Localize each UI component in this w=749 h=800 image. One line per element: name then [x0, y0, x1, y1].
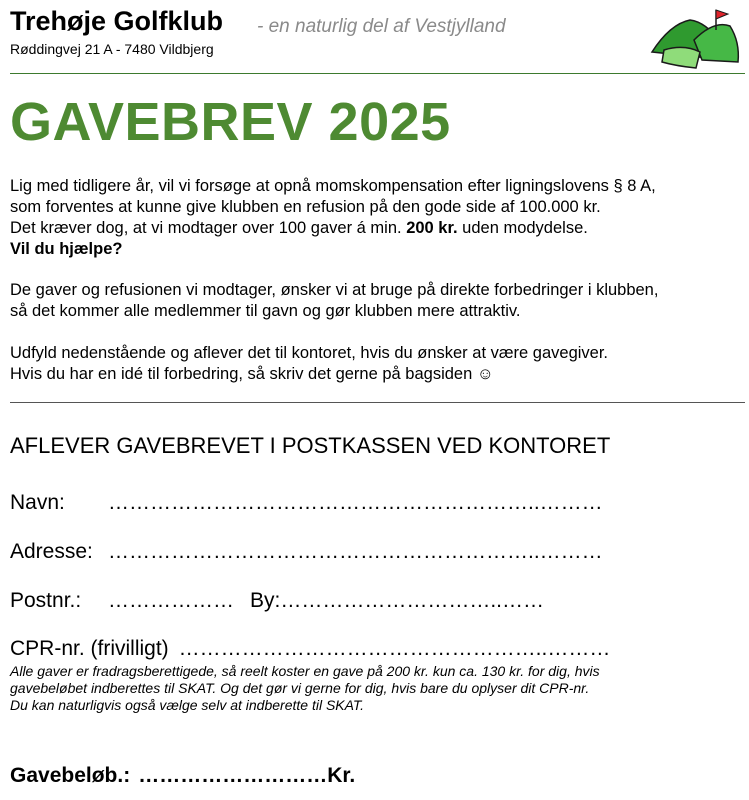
- tax-note: [10, 663, 600, 714]
- usage-paragraph: [10, 280, 658, 322]
- gift-amount-dots[interactable]: ………………………: [138, 764, 328, 787]
- intro-line-1: Lig med tidligere år, vil vi forsøge at opnå momskompensation efter ligningslovens § 8 A,: [10, 177, 656, 195]
- club-name: Trehøje Golfklub: [10, 6, 224, 36]
- cpr-label: CPR-nr. (frivilligt): [10, 637, 169, 660]
- name-dots[interactable]: ……………………………………………………..………: [108, 491, 603, 514]
- address-label: Adresse:: [10, 540, 93, 563]
- postal-city-field[interactable]: [10, 589, 544, 613]
- section-divider: [10, 402, 745, 403]
- city-dots[interactable]: …………………………..……: [280, 589, 545, 612]
- postal-dots[interactable]: ………………: [108, 589, 234, 612]
- address-dots[interactable]: ……………………………………………………..………: [108, 540, 603, 563]
- instructions-line-1: Udfyld nedenstående og aflever det til kontoret, hvis du ønsker at være gavegiver.: [10, 344, 609, 362]
- address-field[interactable]: [10, 540, 603, 564]
- tax-note-line-3: Du kan naturligvis også vælge selv at indberette til SKAT.: [10, 697, 365, 713]
- city-label: By:: [250, 589, 281, 612]
- tax-note-line-1: Alle gaver er fradragsberettigede, så reelt koster en gave på 200 kr. kun ca. 130 kr. for dig, hvis: [10, 663, 600, 679]
- gift-amount-label: Gavebeløb.:: [10, 764, 131, 787]
- club-tagline: - en naturlig del af Vestjylland: [257, 16, 506, 37]
- header-divider: [10, 73, 745, 74]
- minimum-amount: 200 kr.: [406, 219, 458, 237]
- instructions-line-2: Hvis du har en idé til forbedring, så skriv det gerne på bagsiden ☺: [10, 365, 494, 383]
- page-title: GAVEBREV 2025: [10, 92, 451, 152]
- tax-note-line-2: gavebeløbet indberettes til SKAT. Og det gør vi gerne for dig, hvis bare du oplyser dit CPR-nr.: [10, 680, 590, 696]
- cpr-field[interactable]: [10, 637, 610, 661]
- cpr-dots[interactable]: ……………………………………………..………: [178, 637, 611, 660]
- usage-line-1: De gaver og refusionen vi modtager, ønsker vi at bruge på direkte forbedringer i klubben,: [10, 281, 659, 299]
- name-field[interactable]: [10, 491, 603, 515]
- name-label: Navn:: [10, 491, 65, 514]
- instructions-paragraph: [10, 343, 608, 385]
- gift-amount-unit: Kr.: [327, 764, 356, 787]
- postal-label: Postnr.:: [10, 589, 82, 612]
- club-address: Røddingvej 21 A - 7480 Vildbjerg: [10, 41, 214, 57]
- gift-amount-field[interactable]: [10, 764, 355, 788]
- help-question: Vil du hjælpe?: [10, 240, 123, 258]
- delivery-heading: AFLEVER GAVEBREVET I POSTKASSEN VED KONTORET: [10, 433, 611, 458]
- golf-hills-flag-icon: [650, 6, 742, 72]
- usage-line-2: så det kommer alle medlemmer til gavn og gør klubben mere attraktiv.: [10, 302, 521, 320]
- intro-paragraph: [10, 176, 656, 260]
- intro-line-2: som forventes at kunne give klubben en refusion på den gode side af 100.000 kr.: [10, 198, 601, 216]
- intro-line-3: Det kræver dog, at vi modtager over 100 gaver á min. 200 kr. uden modydelse.: [10, 219, 588, 237]
